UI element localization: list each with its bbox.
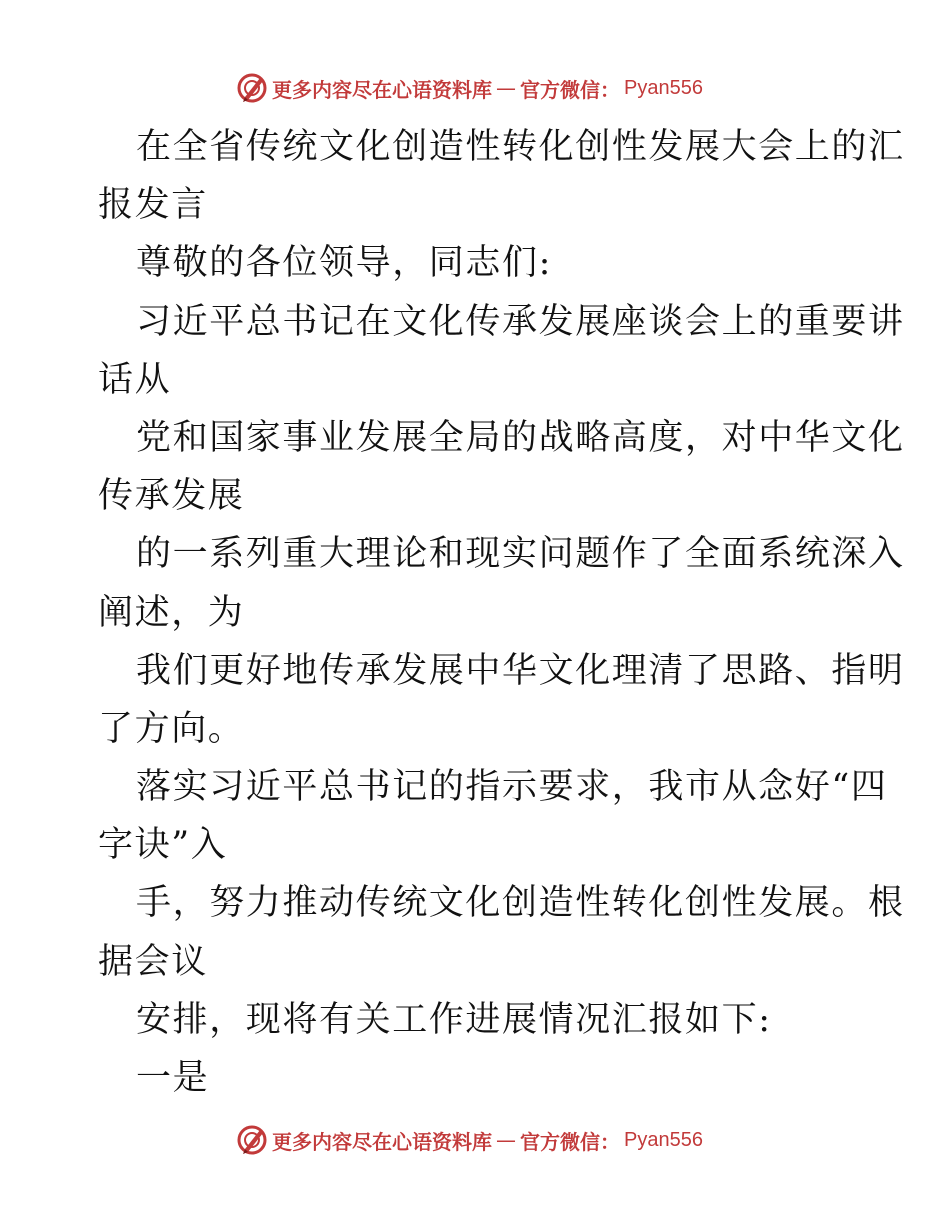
body-text-line: 习近平总书记在文化传承发展座谈会上的重要讲 [136,301,905,342]
body-text-line: 我们更好地传承发展中华文化理清了思路、指明 [136,650,905,691]
watermark-site-text: 更多内容尽在心语资料库 [272,77,492,102]
pen-logo-icon [236,1124,268,1156]
body-text-line: 尊敬的各位领导，同志们: [136,243,552,284]
body-text-line: 在全省传统文化创造性转化创性发展大会上的汇 [136,127,905,167]
watermark-site-text: 更多内容尽在心语资料库 [272,1129,492,1154]
body-text-line: 传承发展 [98,476,245,517]
body-text-line: 字诀”入 [98,825,228,866]
body-text-line: 话从 [98,359,172,400]
pen-logo-icon [236,72,268,104]
document-body [98,118,905,1107]
body-text-line: 阐述，为 [98,592,245,633]
watermark-separator: — [496,1128,516,1152]
watermark-wechat-label: 官方微信： [520,1129,620,1154]
watermark-wechat-id: Pyan556 [624,76,703,99]
body-text-line: 的一系列重大理论和现实问题作了全面系统深入 [136,534,905,575]
body-text-line: 落实习近平总书记的指示要求，我市从念好“四 [136,767,888,808]
watermark-separator: — [496,76,516,100]
watermark-banner-top [236,70,756,106]
body-text-line: 党和国家事业发展全局的战略高度，对中华文化 [136,417,905,458]
watermark-wechat-label: 官方微信： [520,77,620,102]
body-text-line: 手，努力推动传统文化创造性转化创性发展。根 [136,883,905,924]
watermark-banner-bottom [236,1122,756,1158]
body-text-line: 安排，现将有关工作进展情况汇报如下: [136,999,772,1040]
body-text-line: 据会议 [98,941,208,982]
body-text-line: 了方向。 [98,708,245,749]
body-text-line: 报发言 [98,185,208,226]
body-text-line: 一是 [136,1058,210,1098]
watermark-wechat-id: Pyan556 [624,1128,703,1151]
